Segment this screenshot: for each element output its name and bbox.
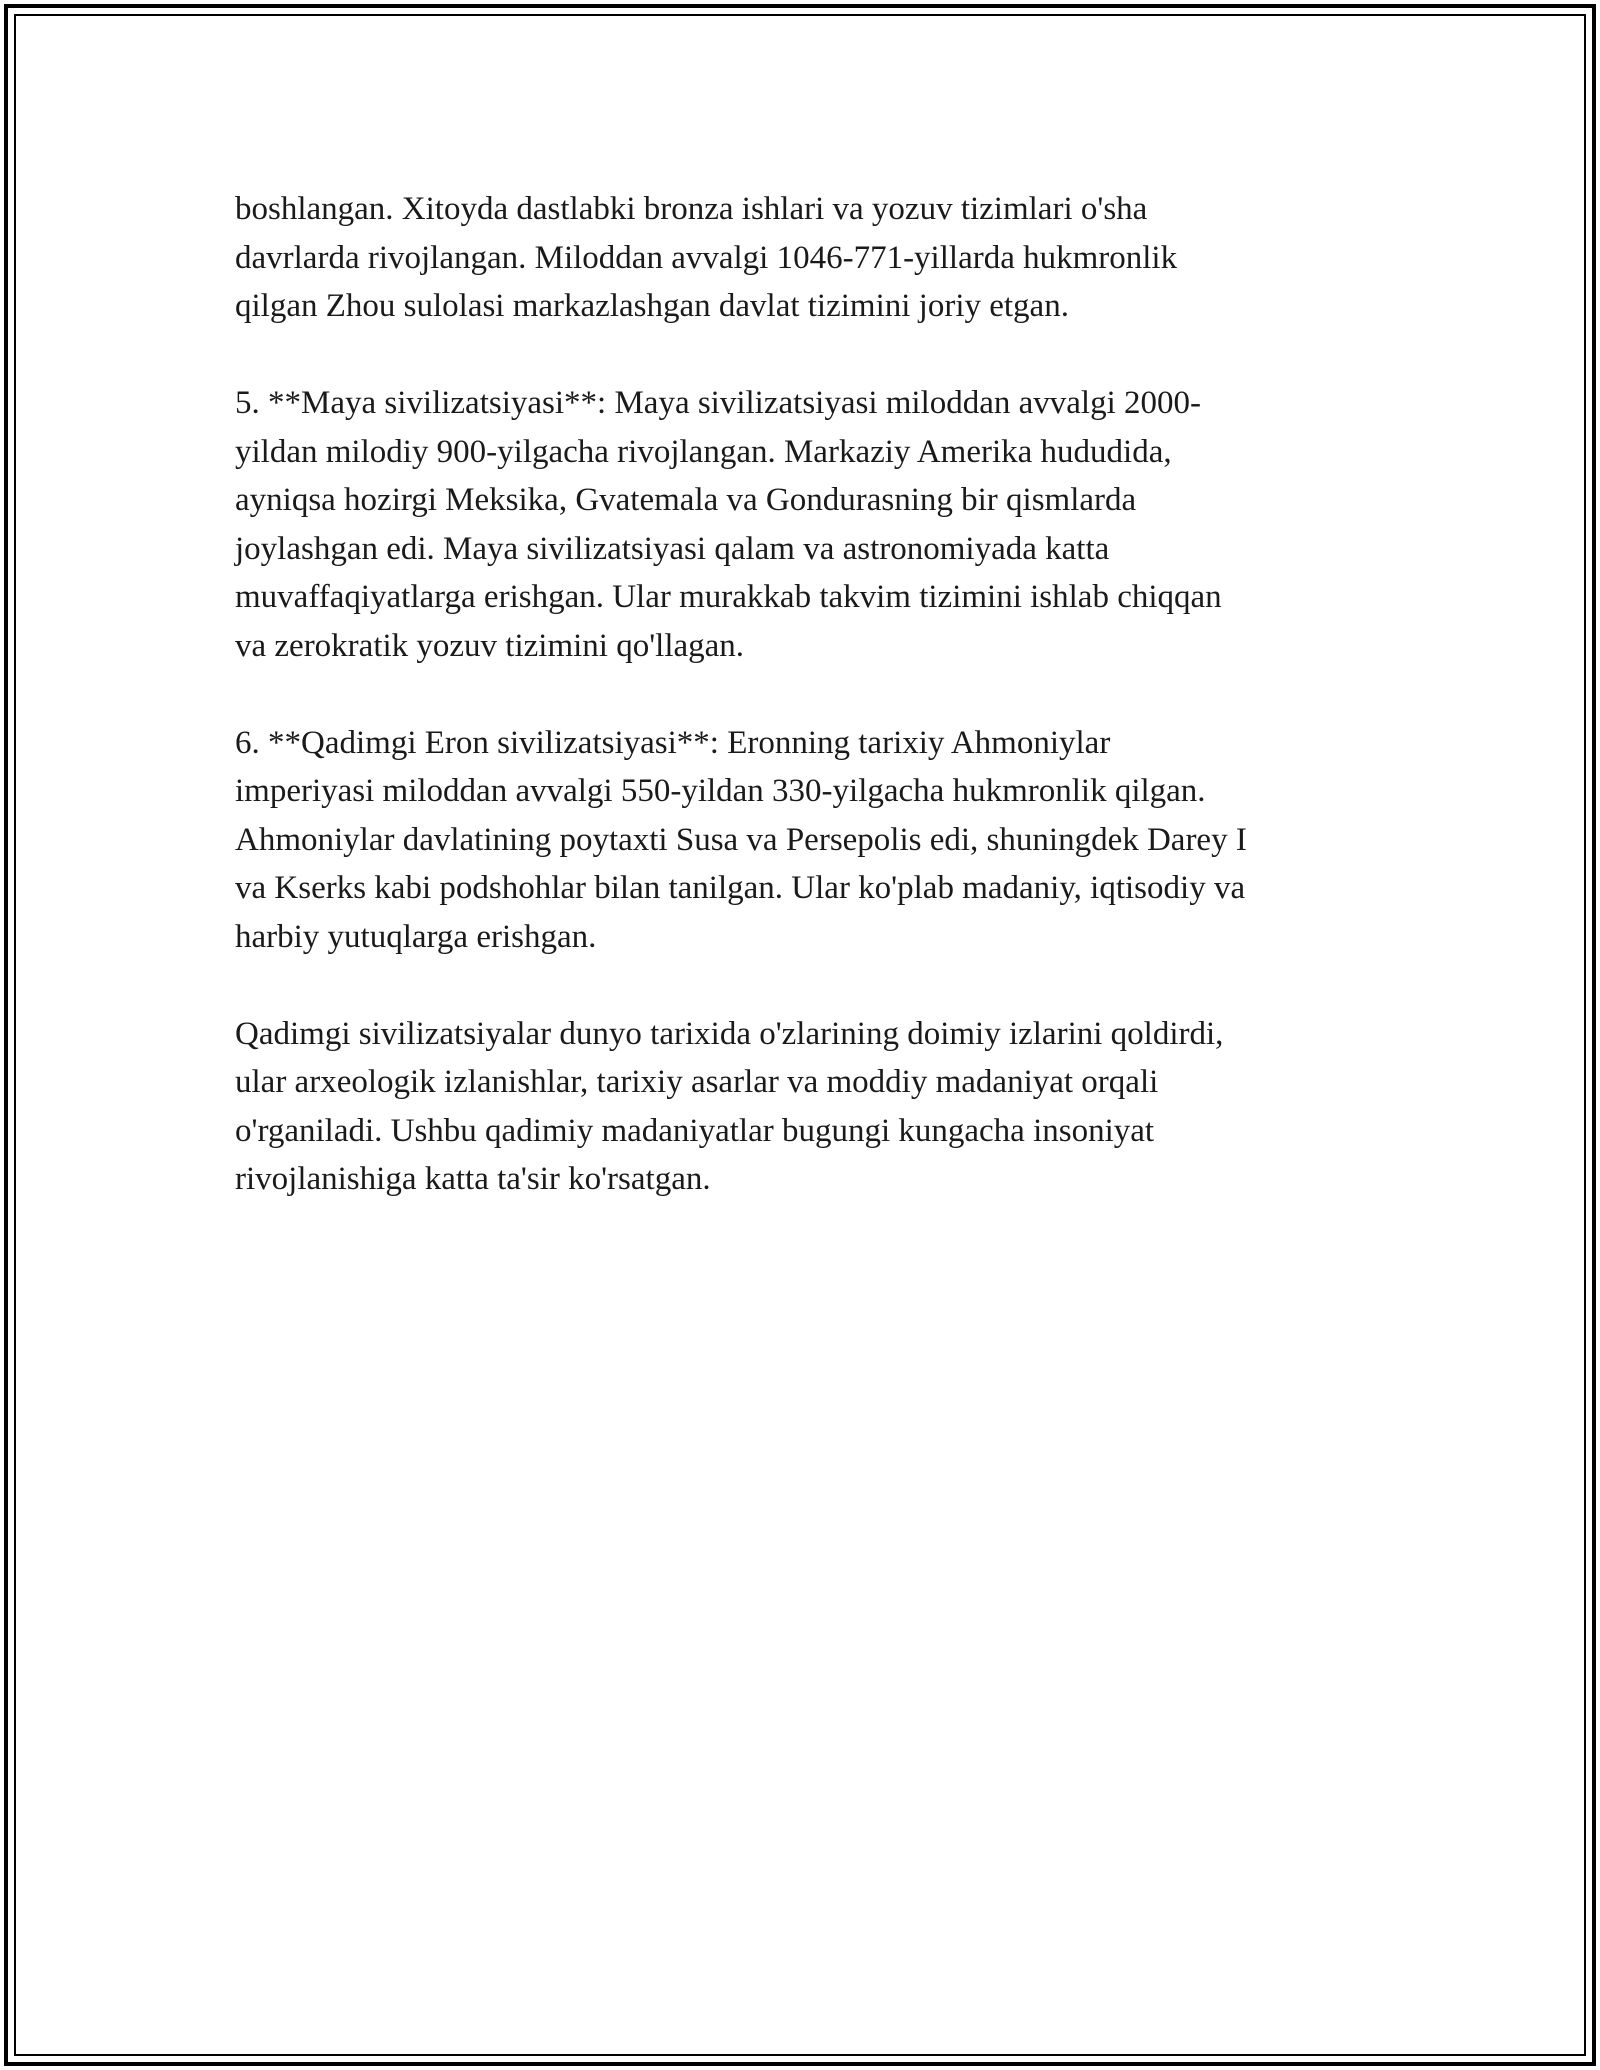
paragraph-conclusion: Qadimgi sivilizatsiyalar dunyo tarixida o'zlarining doimiy izlarini qoldirdi, ular arxeologik izlanishlar, tarixiy asarlar va moddiy madaniyat orqali o'rganiladi. Ushbu qadimiy madaniyatlar bugungi kungacha insoniyat rivojlanishiga katta ta'sir ko'rsatgan.	[235, 1015, 1224, 1197]
paragraph-iran-civilization: 6. **Qadimgi Eron sivilizatsiyasi**: Eronning tarixiy Ahmoniylar imperiyasi miloddan avvalgi 550-yildan 330-yilgacha hukmronlik qilgan. Ahmoniylar davlatining poytaxti Susa va Persepolis edi, shuningdek Darey I va Kserks kabi podshohlar bilan tanilgan. Ular ko'plab madaniy, iqtisodiy va harbiy yutuqlarga erishgan.	[235, 724, 1247, 955]
paragraph-china-continuation: boshlangan. Xitoyda dastlabki bronza ishlari va yozuv tizimlari o'sha davrlarda rivojlangan. Miloddan avvalgi 1046-771-yillarda hukmronlik qilgan Zhou sulolasi markazlashgan davlat tizimini joriy etgan.	[235, 191, 1178, 324]
document-body	[235, 185, 1365, 1204]
paragraph-maya-civilization: 5. **Maya sivilizatsiyasi**: Maya sivilizatsiyasi miloddan avvalgi 2000- yildan milodiy 900-yilgacha rivojlangan. Markaziy Amerika hududida, ayniqsa hozirgi Meksika, Gvatemala va Gondurasning bir qismlarda joylashgan edi. Maya sivilizatsiyasi qalam va astronomiyada katta muvaffaqiyatlarga erishgan. Ular murakkab takvim tizimini ishlab chiqqan va zerokratik yozuv tizimini qo'llagan.	[235, 385, 1222, 664]
